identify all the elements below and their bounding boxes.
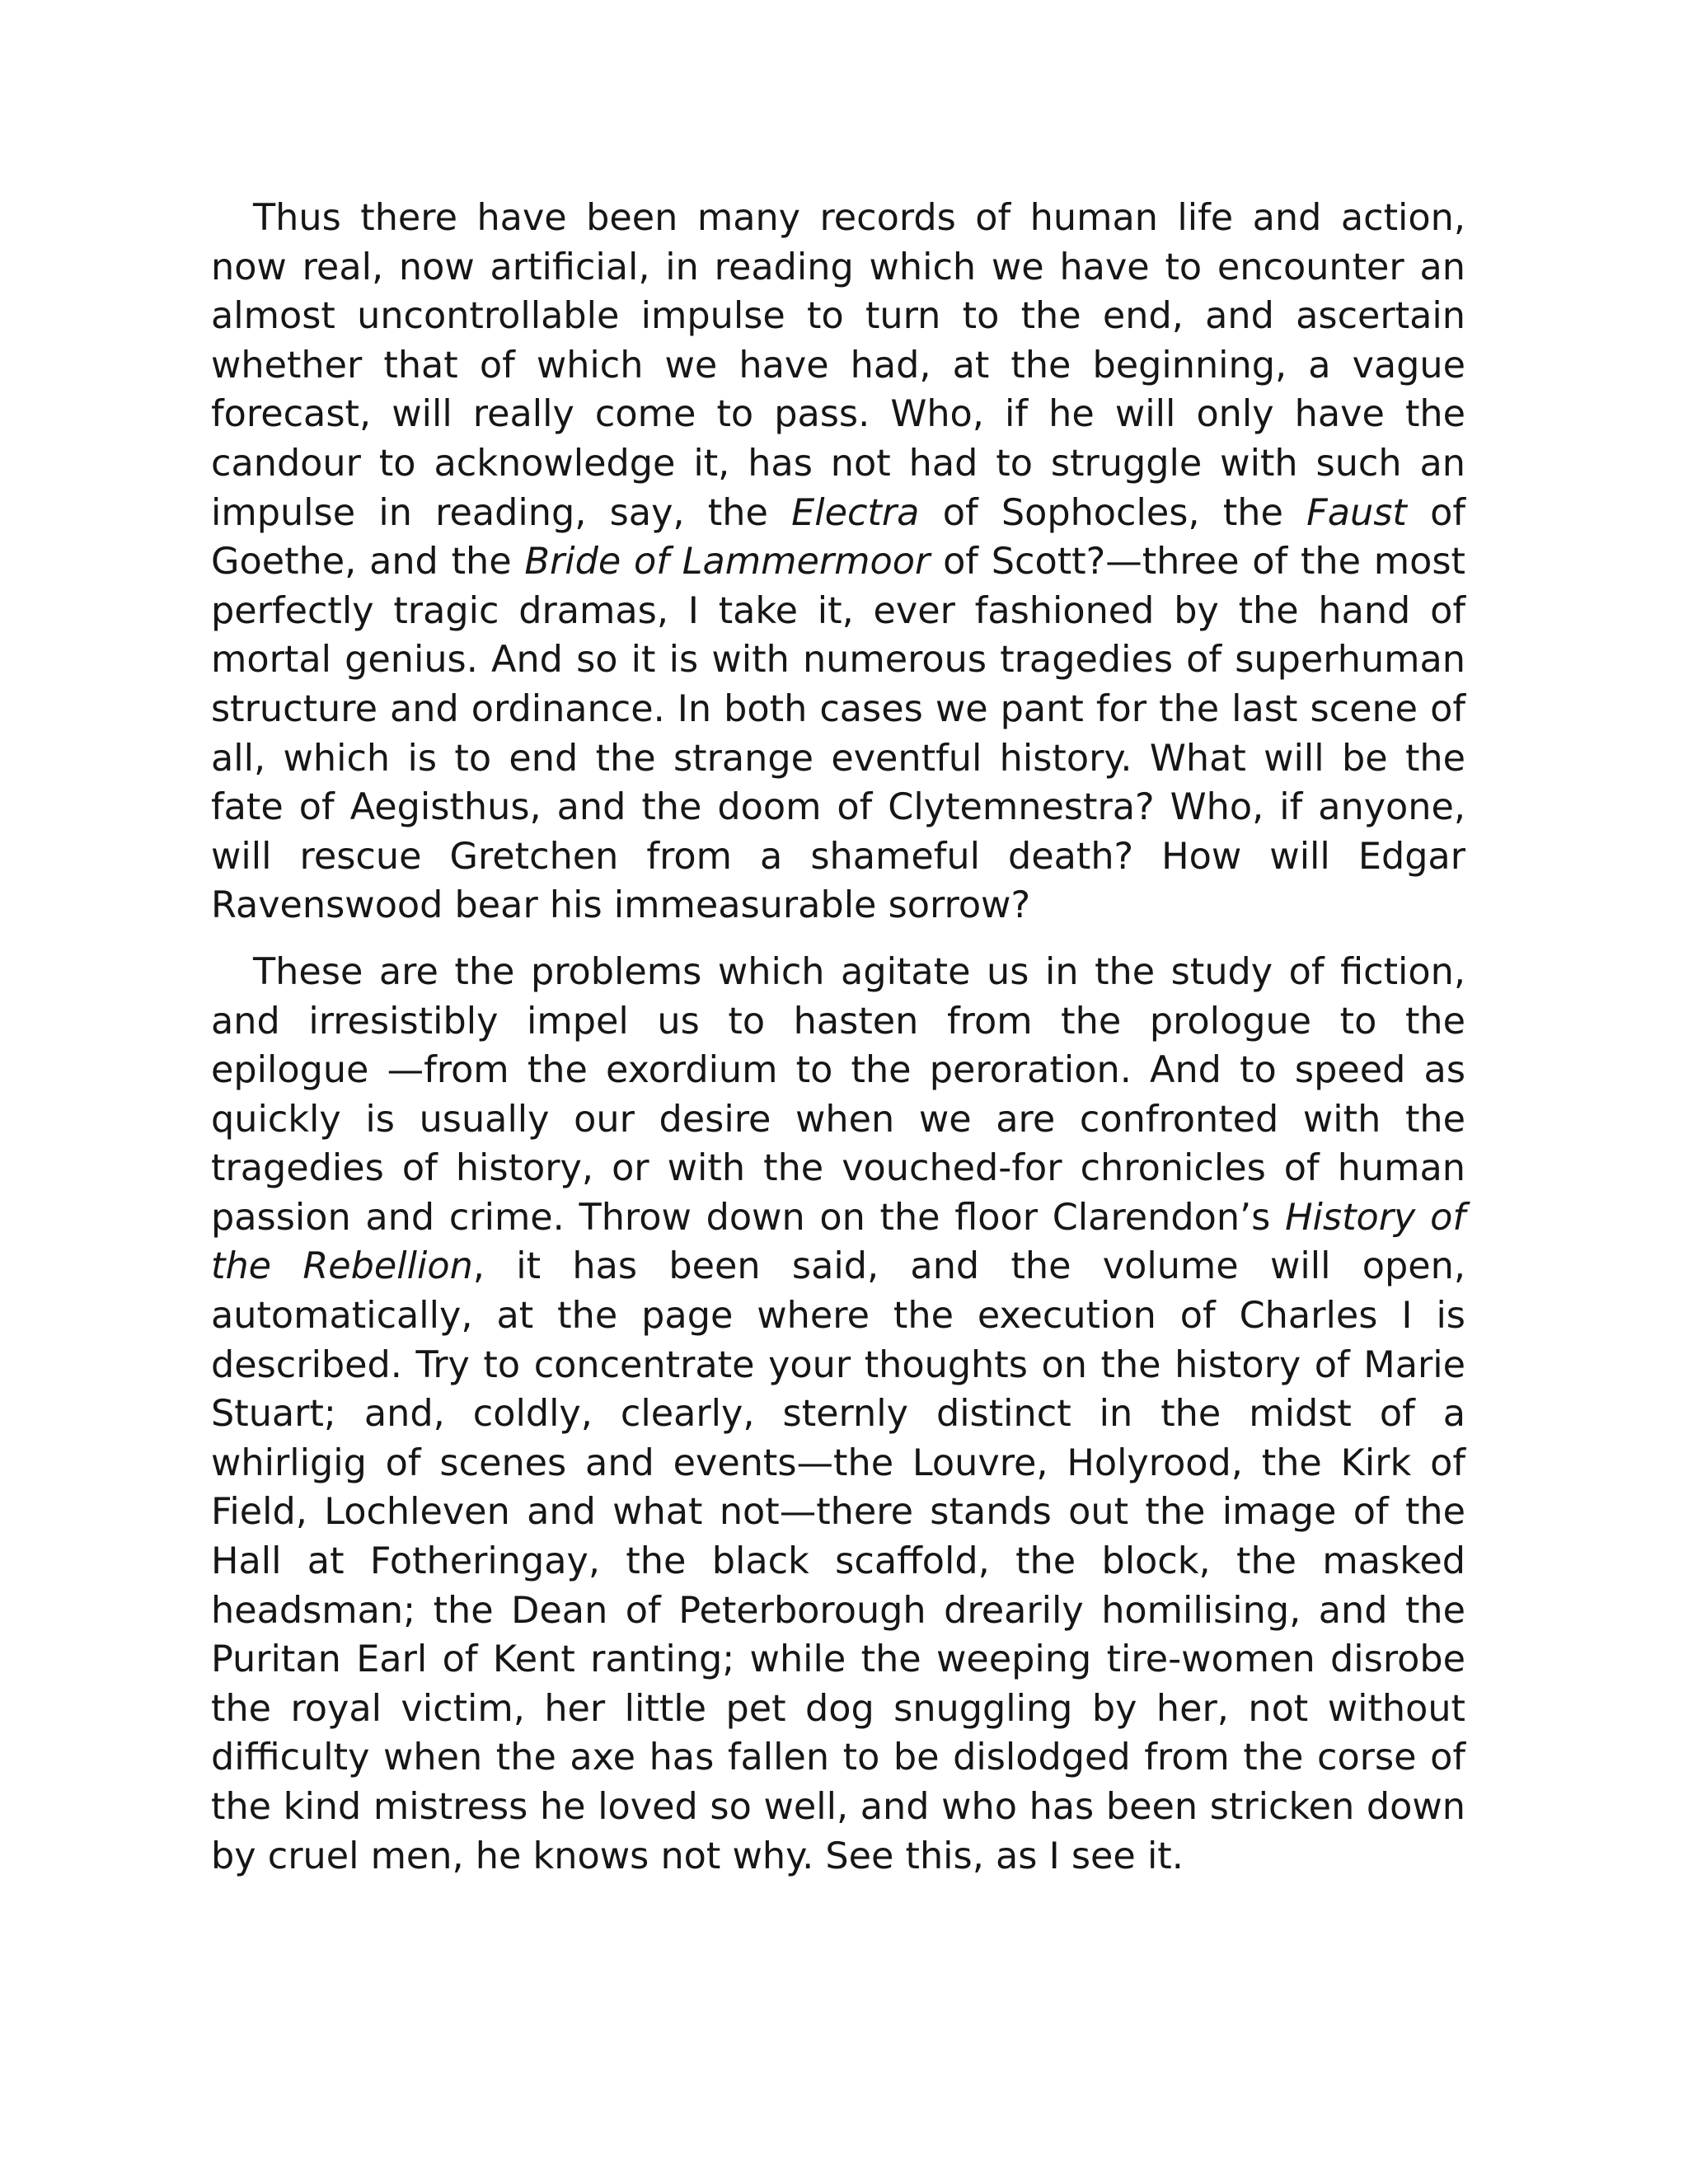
paragraph-2 [211,948,1465,1881]
title-bride-of-lammermoor: Bride of Lammermoor [524,541,931,583]
paragraph-2-text: , it has been said, and the volume will open, automatically, at the page where the execution of Charles I is described. Try to concentrate your thoughts on the history of Marie Stuart; and, coldly, clearly, sternly distinct in the midst of a whirligig of scenes and events—the Louvre, Holyrood, the Kirk of Field, Lochleven and what not—there stands out the image of the Hall at Fotheringay, the black scaffold, the block, the masked headsman; the Dean of Peterborough drearily homilising, and the Puritan Earl of Kent ranting; while the weeping tire-women disrobe the royal victim, her little pet dog snuggling by her, not without difficulty when the axe has fallen to be dislodged from the corse of the kind mistress he loved so well, and who has been stricken down by cruel men, he knows not why. See this, as I see it. [211,1245,1465,1877]
title-history-of-the-rebellion: History of the Rebellion [211,1196,1465,1288]
paragraph-1-text: of Sophocles, the [919,491,1307,534]
paragraph-1 [211,194,1465,930]
title-electra: Electra [791,491,920,534]
paragraph-1-text: of Goethe, and the [211,491,1465,583]
paragraph-1-text: Thus there have been many records of human life and action, now real, now artificial, in reading which we have to encounter an almost uncontrollable impulse to turn to the end, and ascertain whether that of which we have had, at the beginning, a vague forecast, will really come to pass. Who, if he will only have the candour to acknowledge it, has not had to struggle with such an impulse in reading, say, the [211,197,1465,534]
paragraph-1-text: of Scott?—three of the most perfectly tragic dramas, I take it, ever fashioned by the hand of mortal genius. And so it is with numerous tragedies of superhuman structure and ordinance. In both cases we pant for the last scene of all, which is to end the strange eventful history. What will be the fate of Aegisthus, and the doom of Clytemnestra? Who, if anyone, will rescue Gretchen from a shameful death? How will Edgar Ravenswood bear his immeasurable sorrow? [211,541,1465,927]
paragraph-2-text: These are the problems which agitate us in the study of fiction, and irresistibly impel us to hasten from the prologue to the epilogue —from the exordium to the peroration. And to speed as quickly is usually our desire when we are confronted with the tragedies of history, or with the vouched-for chronicles of human passion and crime. Throw down on the floor Clarendon’s [211,950,1465,1239]
title-faust: Faust [1306,491,1407,534]
document-page [211,194,1465,1881]
